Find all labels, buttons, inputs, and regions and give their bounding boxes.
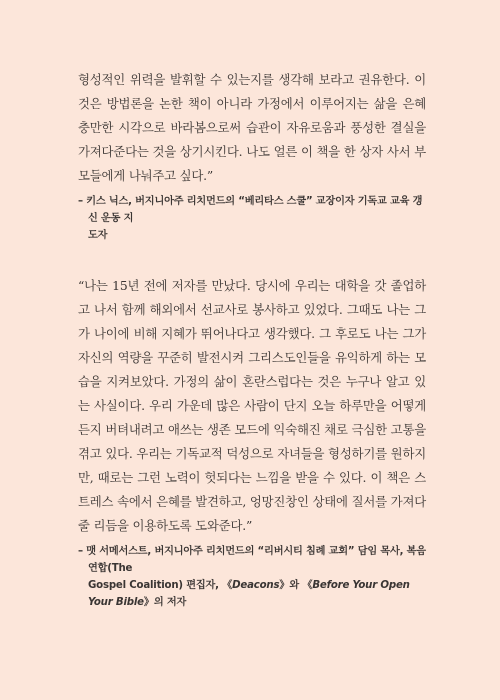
endorser-attribution-2 bbox=[78, 543, 426, 611]
page-content bbox=[78, 68, 426, 611]
quote-line: 형성적인 위력을 발휘할 수 있는지를 생각해 보라고 권유한다. 이 bbox=[78, 72, 426, 87]
quote-line: 줄 리듬을 이용하도록 도와준다.” bbox=[78, 518, 253, 533]
quote-line: 트레스 속에서 은혜를 발견하고, 엉망진창인 상태에 질서를 가져다 bbox=[78, 494, 426, 509]
quote-line: 것은 방법론을 논한 책이 아니라 가정에서 이루어지는 삶을 은혜 bbox=[78, 96, 426, 111]
quote-line: 고 나서 함께 해외에서 선교사로 봉사하고 있었다. 그때도 나는 그 bbox=[78, 302, 426, 317]
attribution-text: 》의 저자 bbox=[143, 597, 187, 608]
attribution-line: – 키스 닉스, 버지니아주 리치먼드의 “베리타스 스쿨” 교장이자 기독교 교육 갱신 운동 지 bbox=[78, 196, 423, 224]
endorsement-quote-2 bbox=[78, 274, 426, 538]
book-title: Before Your Open Your Bible bbox=[88, 580, 410, 608]
quote-line: 습을 지켜보았다. 가정의 삶이 혼란스럽다는 것은 누구나 알고 있 bbox=[78, 374, 426, 389]
endorsement-quote-1 bbox=[78, 68, 426, 188]
quote-line: “나는 15년 전에 저자를 만났다. 당시에 우리는 대학을 갓 졸업하 bbox=[78, 278, 426, 293]
quote-line: 가져다준다는 것을 상기시킨다. 나도 얼른 이 책을 한 상자 사서 부 bbox=[78, 144, 426, 159]
attribution-text: Gospel Coalition) 편집자, 《 bbox=[88, 580, 233, 591]
quote-line: 자신의 역량을 꾸준히 발전시켜 그리스도인들을 유익하게 하는 모 bbox=[78, 350, 426, 365]
quote-line: 는 사실이다. 우리 가운데 많은 사람이 단지 오늘 하루만을 어떻게 bbox=[78, 398, 426, 413]
quote-line: 겪고 있다. 우리는 기독교적 덕성으로 자녀들을 형성하기를 원하지 bbox=[78, 446, 426, 461]
quote-line: 모들에게 나눠주고 싶다.” bbox=[78, 168, 214, 183]
attribution-line: – 맷 서메서스트, 버지니아주 리치먼드의 “리버시티 침례 교회” 담임 목사, 복음 연합(The bbox=[78, 546, 426, 574]
attribution-line: 도자 bbox=[88, 230, 108, 241]
quote-line: 만, 때로는 그런 노력이 헛되다는 느낌을 받을 수 있다. 이 책은 스 bbox=[78, 470, 426, 485]
attribution-text: 》와 《 bbox=[279, 580, 313, 591]
endorser-attribution-1 bbox=[78, 193, 426, 244]
book-title: Deacons bbox=[232, 580, 280, 591]
quote-line: 가 나이에 비해 지혜가 뛰어나다고 생각했다. 그 후로도 나는 그가 bbox=[78, 326, 426, 341]
quote-line: 충만한 시각으로 바라봄으로써 습관이 자유로움과 풍성한 결실을 bbox=[78, 120, 426, 135]
spacer bbox=[78, 244, 426, 274]
quote-line: 든지 버텨내려고 애쓰는 생존 모드에 익숙해진 채로 극심한 고통을 bbox=[78, 422, 426, 437]
